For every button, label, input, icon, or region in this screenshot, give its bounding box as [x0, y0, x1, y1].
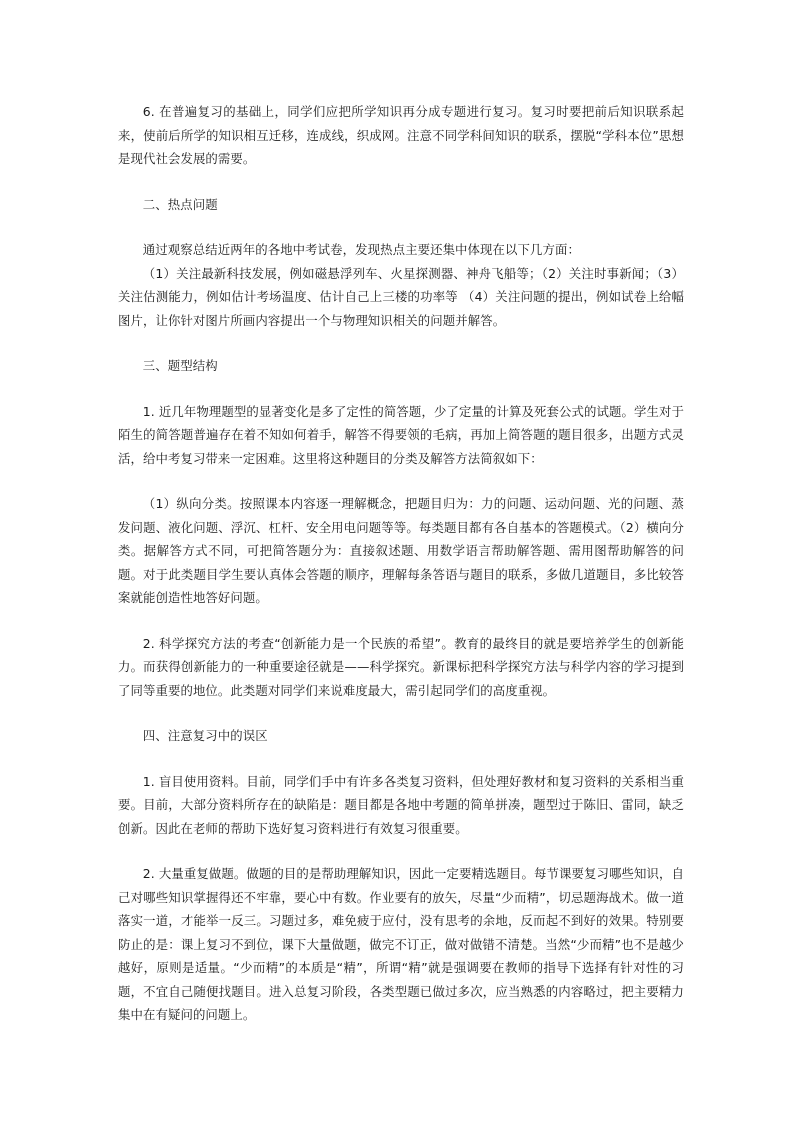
- heading-review-pitfalls: 四、注意复习中的误区: [142, 728, 268, 743]
- paragraph-hot-topics-intro: 通过观察总结近两年的各地中考试卷，发现热点主要还集中体现在以下几方面：: [142, 242, 580, 257]
- paragraph-hot-topics-list: （1）关注最新科技发展，例如磁悬浮列车、火星探测器、神舟飞船等；（2）关注时事新闻；（3）关注估测能力，例如估计考场温度、估计自己上三楼的功率等 （4）关注问题的提出，例如试卷上给幅图片，让你针对图片所画内容提出一个与物理知识相关的问题并解答。: [118, 265, 684, 328]
- paragraph-blind-use-of-materials: 1. 盲目使用资料。目前，同学们手中有许多各类复习资料，但处理好教材和复习资料的关系相当重要。目前，大部分资料所存在的缺陷是：题目都是各地中考题的简单拼凑，题型过于陈旧、雷同，缺乏创新。因此在老师的帮助下选好复习资料进行有效复习很重要。: [118, 773, 684, 836]
- paragraph-classification: （1）纵向分类。按照课本内容逐一理解概念，把题目归为：力的问题、运动问题、光的问题、蒸发问题、液化问题、浮沉、杠杆、安全用电问题等等。每类题目都有各自基本的答题模式。（2）横向分类。据解答方式不同，可把简答题分为：直接叙述题、用数学语言帮助解答题、需用图帮助解答的问题。对于此类题目学生要认真体会答题的顺序，理解每条答语与题目的联系，多做几道题目，多比较答案就能创造性地答好问题。: [118, 496, 684, 605]
- heading-hot-topics: 二、热点问题: [142, 196, 218, 212]
- paragraph-review-topics: 6. 在普遍复习的基础上，同学们应把所学知识再分成专题进行复习。复习时要把前后知识联系起来，使前后所学的知识相互迁移，连成线，织成网。注意不同学科间知识的联系，摆脱“学科本位”思想是现代社会发展的需要。: [118, 104, 684, 166]
- paragraph-scientific-inquiry: 2. 科学探究方法的考查“创新能力是一个民族的希望”。教育的最终目的就是要培养学生的创新能力。而获得创新能力的一种重要途径就是——科学探究。新课标把科学探究方法与科学内容的学习提到了同等重要的地位。此类题对同学们来说难度最大，需引起同学们的高度重视。: [118, 635, 684, 698]
- heading-question-structure: 三、题型结构: [142, 358, 218, 373]
- document-body: [118, 100, 684, 1027]
- paragraph-short-answer-questions: 1. 近几年物理题型的显著变化是多了定性的简答题，少了定量的计算及死套公式的试题。学生对于陌生的简答题普遍存在着不知如何着手，解答不得要领的毛病，再加上简答题的题目很多，出题方式灵活，给中考复习带来一定困难。这里将这种题目的分类及解答方法简叙如下：: [118, 403, 684, 466]
- paragraph-repetitive-practice: 2. 大量重复做题。做题的目的是帮助理解知识，因此一定要精选题目。每节课要复习哪些知识，自己对哪些知识掌握得还不牢靠，要心中有数。作业要有的放矢，尽量“少而精”，切忌题海战术。做一道落实一道，才能举一反三。习题过多，难免疲于应付，没有思考的余地，反而起不到好的效果。特别要防止的是：课上复习不到位，课下大量做题，做完不订正，做对做错不清楚。当然“少而精”也不是越少越好，原则是适量。“少而精”的本质是“精”，所谓“精”就是强调要在教师的指导下选择有针对性的习题，不宜自己随便找题目。进入总复习阶段，各类型题已做过多次，应当熟悉的内容略过，把主要精力集中在有疑问的问题上。: [118, 866, 684, 1022]
